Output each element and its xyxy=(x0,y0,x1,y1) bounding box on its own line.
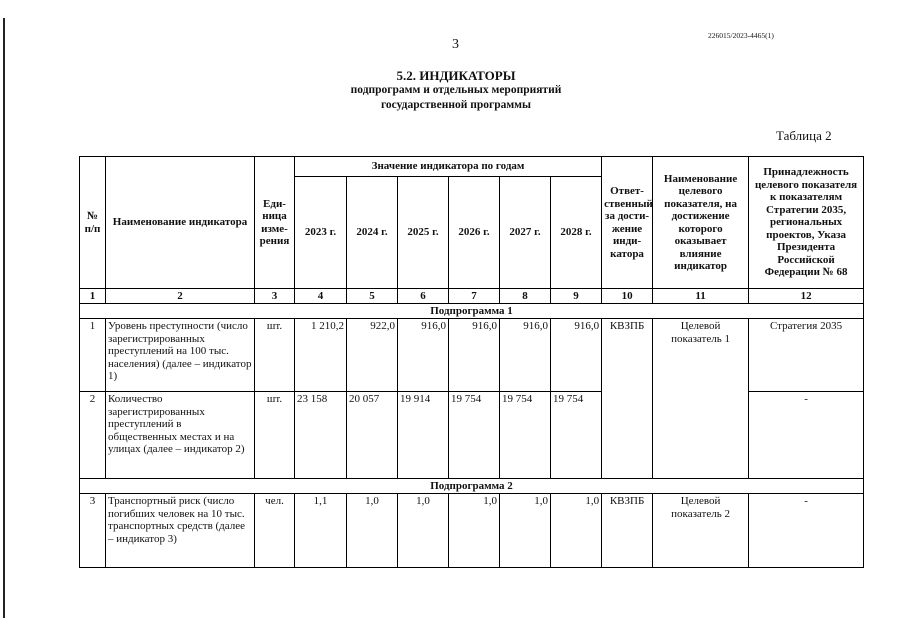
unit-cell: чел. xyxy=(255,494,295,568)
value-cell: 1,0 xyxy=(551,494,602,568)
value-cell: 1 210,2 xyxy=(295,319,347,392)
col-header-responsible: Ответ-ственный за дости-жение инди-катора xyxy=(602,157,653,289)
value-cell: 916,0 xyxy=(449,319,500,392)
value-cell: 19 754 xyxy=(449,392,500,479)
value-cell: 916,0 xyxy=(500,319,551,392)
value-cell: 922,0 xyxy=(347,319,398,392)
column-number: 6 xyxy=(398,289,449,304)
row-num: 1 xyxy=(80,319,106,392)
indicator-name: Уровень преступности (число зарегистрированных преступлений на 100 тыс. населения) (далее – индикатор 1) xyxy=(106,319,255,392)
table-caption: Таблица 2 xyxy=(776,128,832,143)
value-cell: 1,0 xyxy=(347,494,398,568)
belonging-cell: - xyxy=(749,392,864,479)
column-number-row xyxy=(80,289,864,304)
target-indicator-cell: Целевой показатель 2 xyxy=(653,494,749,568)
col-header-belonging: Принадлежность целевого показателя к показателям Стратегии 2035, региональных проектов, Указа Президента Российской Федерации № 68 xyxy=(749,157,864,289)
belonging-cell: Стратегия 2035 xyxy=(749,319,864,392)
value-cell: 1,0 xyxy=(449,494,500,568)
column-number: 9 xyxy=(551,289,602,304)
indicator-name: Транспортный риск (число погибших человек на 10 тыс. транспортных средств (далее – индикатор 3) xyxy=(106,494,255,568)
section-title: 5.2. ИНДИКАТОРЫ xyxy=(396,68,516,83)
col-header-unit: Еди-ница изме-рения xyxy=(255,157,295,289)
value-cell: 1,1 xyxy=(295,494,347,568)
value-cell: 19 754 xyxy=(500,392,551,479)
value-cell: 20 057 xyxy=(347,392,398,479)
section-subtitle-line2: государственной программы xyxy=(381,99,531,111)
section-title-subprogram-2: Подпрограмма 2 xyxy=(80,479,864,494)
col-header-name: Наименование индикатора xyxy=(106,157,255,289)
column-number: 11 xyxy=(653,289,749,304)
row-num: 2 xyxy=(80,392,106,479)
col-header-year: 2028 г. xyxy=(551,177,602,289)
section-row xyxy=(80,304,864,319)
column-number: 8 xyxy=(500,289,551,304)
col-header-year: 2025 г. xyxy=(398,177,449,289)
section-subtitle-line1: подпрограмм и отдельных мероприятий xyxy=(350,84,562,96)
column-number: 10 xyxy=(602,289,653,304)
section-row xyxy=(80,479,864,494)
col-header-num: № п/п xyxy=(80,157,106,289)
column-number: 12 xyxy=(749,289,864,304)
value-cell: 19 914 xyxy=(398,392,449,479)
section-title-subprogram-1: Подпрограмма 1 xyxy=(80,304,864,319)
unit-cell: шт. xyxy=(255,319,295,392)
col-header-values-by-year: Значение индикатора по годам xyxy=(295,157,602,177)
value-cell: 23 158 xyxy=(295,392,347,479)
table-row xyxy=(80,494,864,568)
value-cell: 19 754 xyxy=(551,392,602,479)
responsible-cell: КВЗПБ xyxy=(602,494,653,568)
column-number: 5 xyxy=(347,289,398,304)
col-header-year: 2024 г. xyxy=(347,177,398,289)
indicator-name: Количество зарегистрированных преступлений в общественных местах и на улицах (далее – индикатор 2) xyxy=(106,392,255,479)
scan-edge-line xyxy=(3,18,5,618)
col-header-target: Наименование целевого показателя, на достижение которого оказывает влияние индикатор xyxy=(653,157,749,289)
indicators-table xyxy=(79,156,864,568)
col-header-year: 2026 г. xyxy=(449,177,500,289)
value-cell: 1,0 xyxy=(398,494,449,568)
value-cell: 916,0 xyxy=(398,319,449,392)
column-number: 7 xyxy=(449,289,500,304)
col-header-year: 2023 г. xyxy=(295,177,347,289)
section-heading xyxy=(300,68,612,113)
column-number: 4 xyxy=(295,289,347,304)
document-id: 226015/2023-4465(1) xyxy=(708,31,774,40)
responsible-cell: КВЗПБ xyxy=(602,319,653,479)
value-cell: 916,0 xyxy=(551,319,602,392)
column-number: 1 xyxy=(80,289,106,304)
page-number: 3 xyxy=(452,37,459,52)
row-num: 3 xyxy=(80,494,106,568)
column-number: 3 xyxy=(255,289,295,304)
col-header-year: 2027 г. xyxy=(500,177,551,289)
column-number: 2 xyxy=(106,289,255,304)
target-indicator-cell: Целевой показатель 1 xyxy=(653,319,749,479)
belonging-cell: - xyxy=(749,494,864,568)
table-row xyxy=(80,319,864,392)
unit-cell: шт. xyxy=(255,392,295,479)
value-cell: 1,0 xyxy=(500,494,551,568)
